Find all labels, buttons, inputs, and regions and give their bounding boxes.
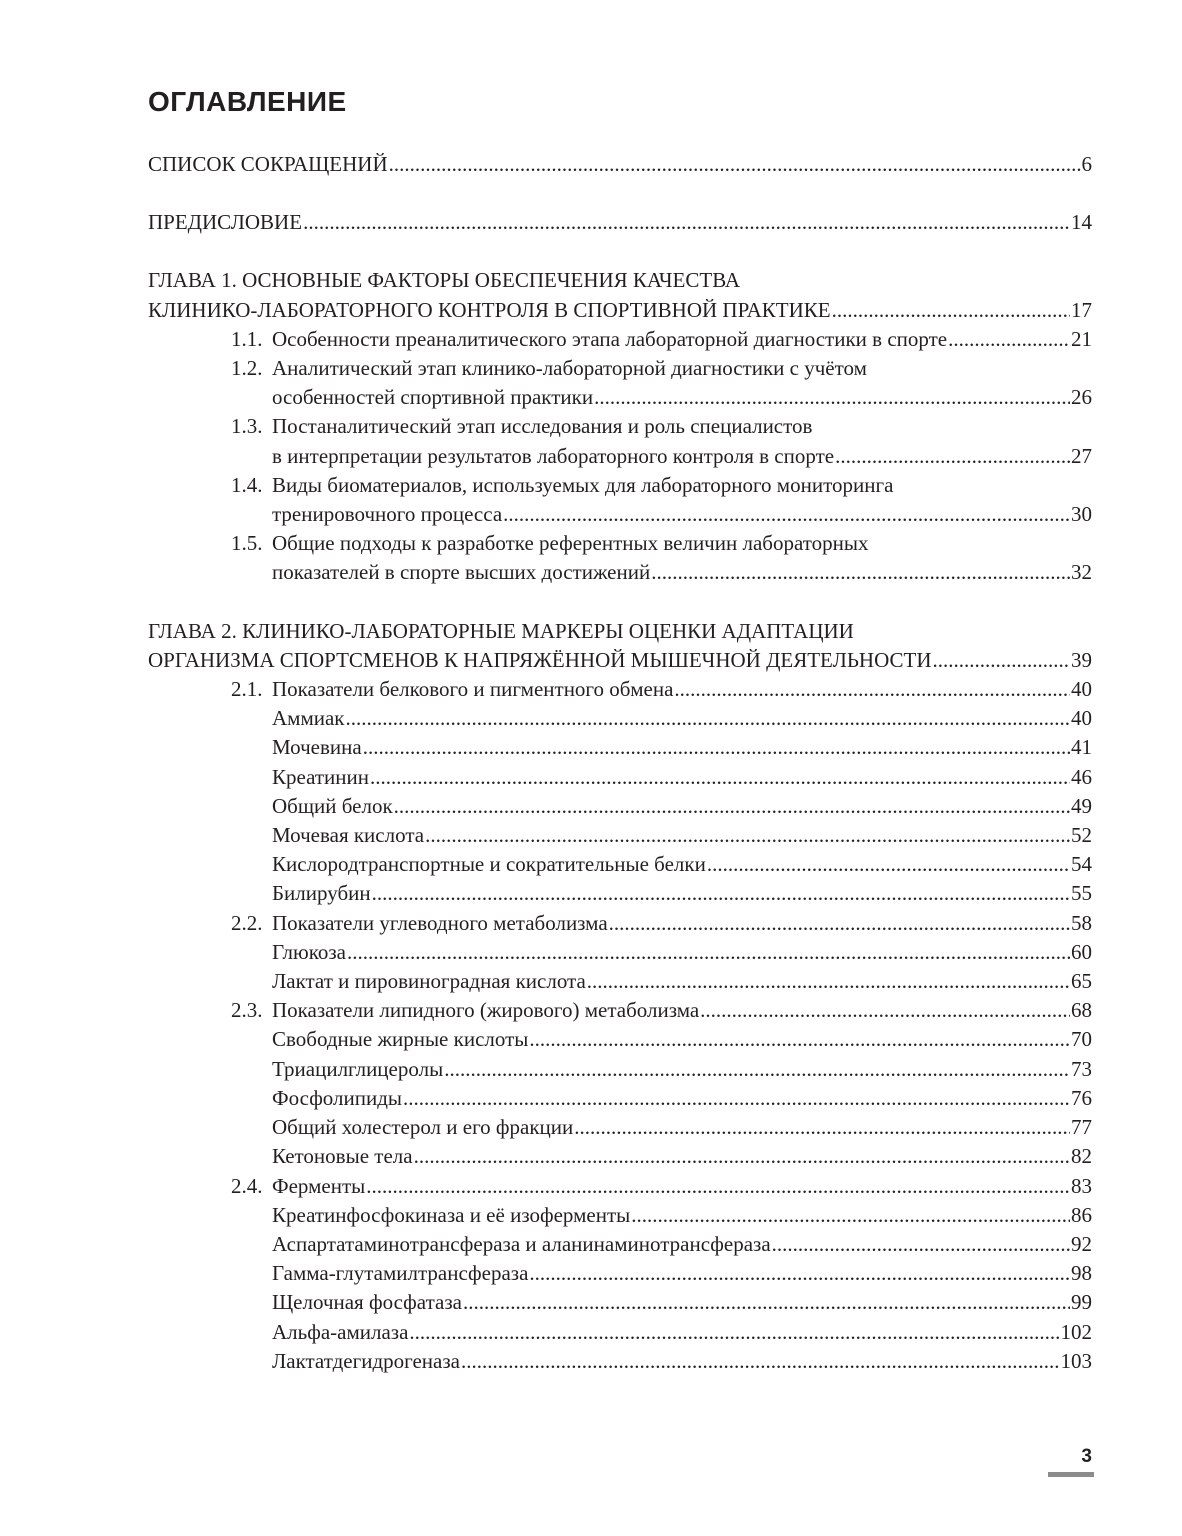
- toc-entry-text: Кислородтранспортные и сократительные белки: [272, 852, 706, 877]
- toc-entry-page: 70: [1071, 1027, 1092, 1052]
- toc-leader-dots: [835, 442, 1070, 471]
- toc-chapter-2-line2[interactable]: [148, 646, 1092, 675]
- toc-entry-text: Ферменты: [272, 1173, 366, 1198]
- toc-entry-page: 60: [1071, 939, 1092, 964]
- toc-entry-page: 54: [1071, 852, 1092, 877]
- toc-entry-text: Кетоновые тела: [272, 1144, 413, 1169]
- toc-leader-dots: [372, 879, 1070, 908]
- toc-item[interactable]: [148, 1318, 1092, 1347]
- toc-section-1-4-line1[interactable]: [148, 471, 1092, 500]
- toc-leader-dots: [370, 763, 1070, 792]
- toc-entry-text: Лактат и пировиноградная кислота: [272, 969, 586, 994]
- toc-leader-dots: [363, 733, 1070, 762]
- toc-entry-page: 14: [1071, 210, 1092, 235]
- toc-entry-page: 41: [1071, 735, 1092, 760]
- toc-entry-text: ОРГАНИЗМА СПОРТСМЕНОВ К НАПРЯЖЁННОЙ МЫШЕЧНОЙ ДЕЯТЕЛЬНОСТИ: [148, 647, 932, 672]
- toc-item[interactable]: [148, 1288, 1092, 1317]
- section-number: 1.5.: [231, 531, 263, 556]
- toc-entry-page: 49: [1071, 793, 1092, 818]
- toc-section-1-5-line1[interactable]: [148, 529, 1092, 558]
- toc-entry-page: 73: [1071, 1056, 1092, 1081]
- toc-entry-page: 102: [1060, 1319, 1092, 1344]
- toc-entry-text: СПИСОК СОКРАЩЕНИЙ: [148, 152, 388, 176]
- toc-item[interactable]: [148, 1025, 1092, 1054]
- section-number: 1.1.: [231, 326, 263, 351]
- toc-section-1-5-line2[interactable]: [148, 558, 1092, 587]
- toc-leader-dots: [346, 704, 1070, 733]
- toc-entry-text: Особенности преаналитического этапа лабораторной диагностики в спорте: [272, 326, 948, 351]
- section-number: 1.4.: [231, 472, 263, 497]
- toc-item[interactable]: [148, 792, 1092, 821]
- toc-leader-dots: [529, 1259, 1070, 1288]
- toc-section-2-2[interactable]: [148, 909, 1092, 938]
- toc-section-1-2-line2[interactable]: [148, 383, 1092, 412]
- toc-entry-page: 39: [1071, 647, 1092, 672]
- toc-leader-dots: [651, 558, 1070, 587]
- toc-entry-page: 26: [1071, 385, 1092, 410]
- toc-entry-text: Свободные жирные кислоты: [272, 1027, 529, 1052]
- toc-leader-dots: [425, 821, 1070, 850]
- toc-entry-text: Виды биоматериалов, используемых для лабораторного мониторинга: [272, 472, 894, 497]
- toc-item[interactable]: [148, 763, 1092, 792]
- toc-section-2-3[interactable]: [148, 996, 1092, 1025]
- toc-item[interactable]: [148, 1259, 1092, 1288]
- section-number: 2.2.: [231, 910, 263, 935]
- section-number: 2.1.: [231, 677, 263, 702]
- toc-entry-text: показателей в спорте высших достижений: [272, 560, 651, 585]
- toc-entry-page: 86: [1071, 1202, 1092, 1227]
- toc-leader-dots: [503, 500, 1070, 529]
- toc-entry-text: Общий белок: [272, 793, 393, 818]
- toc-entry-text: Лактатдегидрогеназа: [272, 1348, 460, 1373]
- toc-item[interactable]: [148, 967, 1092, 996]
- toc-item[interactable]: [148, 1230, 1092, 1259]
- toc-entry-text: Общий холестерол и его фракции: [272, 1115, 574, 1140]
- toc-leader-dots: [461, 1347, 1060, 1376]
- toc-item[interactable]: [148, 733, 1092, 762]
- toc-entry-page: 30: [1071, 502, 1092, 527]
- toc-entry-page: 65: [1071, 969, 1092, 994]
- toc-section-1-4-line2[interactable]: [148, 500, 1092, 529]
- toc-entry-abbreviations[interactable]: [148, 150, 1092, 179]
- toc-item[interactable]: [148, 850, 1092, 879]
- toc-leader-dots: [700, 996, 1070, 1025]
- toc-entry-text: Показатели белкового и пигментного обмена: [272, 677, 674, 702]
- toc-leader-dots: [403, 1084, 1070, 1113]
- toc-entry-text: Креатинин: [272, 764, 369, 789]
- page-number: 3: [1081, 1446, 1092, 1467]
- toc-section-1-3-line1[interactable]: [148, 412, 1092, 441]
- toc-entry-text: ПРЕДИСЛОВИЕ: [148, 210, 303, 235]
- toc-leader-dots: [347, 938, 1070, 967]
- toc-entry-page: 99: [1071, 1290, 1092, 1315]
- toc-entry-page: 82: [1071, 1144, 1092, 1169]
- toc-entry-page: 58: [1071, 910, 1092, 935]
- toc-chapter-1-line2[interactable]: [148, 296, 1092, 325]
- section-number: 1.3.: [231, 414, 263, 439]
- toc-item[interactable]: [148, 1084, 1092, 1113]
- toc-entry-page: 52: [1071, 823, 1092, 848]
- toc-entry-text: Фосфолипиды: [272, 1085, 403, 1110]
- toc-entry-page: 40: [1071, 677, 1092, 702]
- toc-entry-page: 103: [1060, 1348, 1092, 1373]
- toc-leader-dots: [609, 909, 1070, 938]
- toc-entry-page: 46: [1071, 764, 1092, 789]
- toc-entry-page: 27: [1071, 443, 1092, 468]
- toc-entry-text: особенностей спортивной практики: [272, 385, 594, 410]
- toc-entry-page: 55: [1071, 881, 1092, 906]
- table-of-contents: [148, 150, 1092, 1376]
- toc-entry-page: 83: [1071, 1173, 1092, 1198]
- toc-leader-dots: [444, 1055, 1070, 1084]
- toc-leader-dots: [409, 1318, 1059, 1347]
- toc-entry-page: 17: [1071, 297, 1092, 322]
- toc-entry-text: Альфа-амилаза: [272, 1319, 409, 1344]
- toc-entry-page: 6: [1081, 152, 1092, 176]
- toc-item[interactable]: [148, 938, 1092, 967]
- toc-entry-page: 76: [1071, 1085, 1092, 1110]
- toc-entry-text: Креатинфосфокиназа и её изоферменты: [272, 1202, 631, 1227]
- toc-item[interactable]: [148, 1347, 1092, 1376]
- toc-leader-dots: [303, 208, 1070, 237]
- toc-entry-text: Триацилглицеролы: [272, 1056, 444, 1081]
- toc-leader-dots: [631, 1201, 1070, 1230]
- toc-leader-dots: [933, 646, 1071, 675]
- toc-section-1-3-line2[interactable]: [148, 442, 1092, 471]
- section-number: 2.4.: [231, 1173, 263, 1198]
- toc-leader-dots: [594, 383, 1070, 412]
- toc-entry-page: 92: [1071, 1231, 1092, 1256]
- toc-entry-text: Мочевая кислота: [272, 823, 425, 848]
- toc-leader-dots: [587, 967, 1070, 996]
- toc-item[interactable]: [148, 821, 1092, 850]
- section-number: 1.2.: [231, 356, 263, 381]
- toc-item[interactable]: [148, 704, 1092, 733]
- page-number-rule: [1048, 1472, 1094, 1477]
- toc-entry-page: 32: [1071, 560, 1092, 585]
- toc-chapter-1-line1[interactable]: ГЛАВА 1. ОСНОВНЫЕ ФАКТОРЫ ОБЕСПЕЧЕНИЯ КАЧЕСТВА: [148, 268, 741, 293]
- toc-entry-text: в интерпретации результатов лабораторного контроля в спорте: [272, 443, 835, 468]
- toc-section-1-1[interactable]: [148, 325, 1092, 354]
- toc-leader-dots: [832, 296, 1070, 325]
- toc-entry-text: Аналитический этап клинико-лабораторной диагностики с учётом: [272, 356, 867, 381]
- toc-entry-text: Показатели углеводного метаболизма: [272, 910, 608, 935]
- toc-entry-text: Общие подходы к разработке референтных величин лабораторных: [272, 531, 869, 556]
- toc-leader-dots: [574, 1113, 1070, 1142]
- toc-section-2-4[interactable]: [148, 1172, 1092, 1201]
- toc-item[interactable]: [148, 1142, 1092, 1171]
- toc-leader-dots: [463, 1288, 1070, 1317]
- toc-leader-dots: [674, 675, 1070, 704]
- toc-item[interactable]: [148, 1201, 1092, 1230]
- toc-entry-text: Показатели липидного (жирового) метаболизма: [272, 998, 700, 1023]
- toc-item[interactable]: [148, 1055, 1092, 1084]
- toc-entry-text: Щелочная фосфатаза: [272, 1290, 462, 1315]
- toc-entry-page: 98: [1071, 1261, 1092, 1286]
- toc-entry-text: тренировочного процесса: [272, 502, 503, 527]
- toc-entry-text: Мочевина: [272, 735, 362, 760]
- toc-item[interactable]: [148, 1113, 1092, 1142]
- toc-entry-text: Гамма-глутамилтрансфераза: [272, 1261, 529, 1286]
- toc-entry-page: 68: [1071, 998, 1092, 1023]
- toc-entry-text: Глюкоза: [272, 939, 346, 964]
- toc-leader-dots: [529, 1025, 1070, 1054]
- page-title: ОГЛАВЛЕНИЕ: [148, 86, 347, 117]
- toc-section-1-2-line1[interactable]: [148, 354, 1092, 383]
- toc-leader-dots: [772, 1230, 1070, 1259]
- toc-entry-page: 40: [1071, 706, 1092, 731]
- toc-section-2-1[interactable]: [148, 675, 1092, 704]
- toc-entry-text: Постаналитический этап исследования и роль специалистов: [272, 414, 813, 439]
- toc-chapter-2-line1[interactable]: ГЛАВА 2. КЛИНИКО-ЛАБОРАТОРНЫЕ МАРКЕРЫ ОЦЕНКИ АДАПТАЦИИ: [148, 618, 854, 643]
- toc-entry-text: Билирубин: [272, 881, 371, 906]
- toc-entry-text: Аспартатаминотрансфераза и аланинаминотрансфераза: [272, 1231, 771, 1256]
- toc-leader-dots: [948, 325, 1070, 354]
- toc-leader-dots: [389, 150, 1081, 179]
- toc-leader-dots: [366, 1172, 1070, 1201]
- toc-entry-preface[interactable]: [148, 208, 1092, 237]
- toc-entry-page: 21: [1071, 326, 1092, 351]
- section-number: 2.3.: [231, 998, 263, 1023]
- toc-item[interactable]: [148, 879, 1092, 908]
- toc-leader-dots: [707, 850, 1070, 879]
- toc-leader-dots: [414, 1142, 1070, 1171]
- toc-entry-text: Аммиак: [272, 706, 345, 731]
- toc-entry-page: 77: [1071, 1115, 1092, 1140]
- toc-leader-dots: [394, 792, 1070, 821]
- toc-entry-text: КЛИНИКО-ЛАБОРАТОРНОГО КОНТРОЛЯ В СПОРТИВНОЙ ПРАКТИКЕ: [148, 297, 831, 322]
